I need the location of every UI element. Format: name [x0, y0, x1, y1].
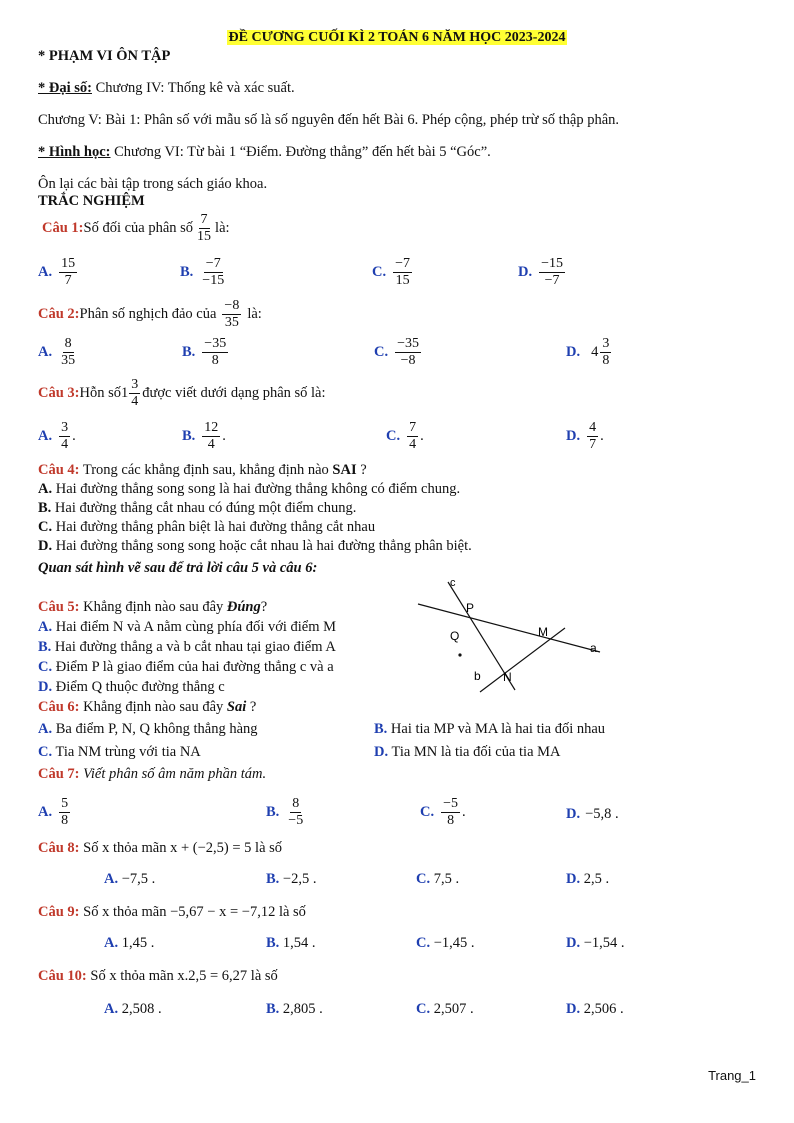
q1-option-b[interactable]: B. $\frac{-7}{-15}$: [180, 256, 225, 289]
q10-option-c[interactable]: C. 2,507 .: [416, 1001, 474, 1017]
question-3: Câu 3: Hỗn số 1 $\frac{3}{4}$ được viết dưới dạng phân số là:: [38, 377, 326, 410]
q5-option-c[interactable]: C. Điểm P là giao điểm của hai đường thẳng c và a: [38, 659, 334, 675]
algebra-text: Chương IV: Thống kê và xác suất.: [91, 80, 295, 96]
geometry-label: * Hình học:: [38, 144, 111, 160]
page-title: ĐỀ CƯƠNG CUỐI KÌ 2 TOÁN 6 NĂM HỌC 2023-2024: [228, 30, 566, 45]
q5-option-b[interactable]: B. Hai đường thẳng a và b cắt nhau tại giao điểm A: [38, 639, 336, 655]
question-4: Câu 4: Trong các khẳng định sau, khẳng định nào SAI ?: [38, 462, 367, 478]
line-b: [480, 628, 565, 692]
algebra-line: [38, 80, 295, 97]
q3-option-d[interactable]: D. $\frac{4}{7}$ .: [566, 420, 604, 453]
q2-option-b[interactable]: B. $\frac{-35}{8}$: [182, 336, 227, 369]
label-c: c: [450, 577, 456, 589]
q9-option-d[interactable]: D. −1,54 .: [566, 935, 625, 951]
label-q: Q: [450, 629, 460, 643]
mc-heading: TRẮC NGHIỆM: [38, 193, 145, 209]
q1-option-a[interactable]: A. $\frac{15}{7}$: [38, 256, 76, 289]
point-q: [458, 653, 461, 656]
q3-option-a[interactable]: A. $\frac{3}{4}$ .: [38, 420, 76, 453]
question-1: Câu 1: Số đối của phân số $\frac{7}{15}$ là:: [42, 212, 230, 245]
q5-option-a[interactable]: A. Hai điểm N và A nằm cùng phía đối với điểm M: [38, 619, 337, 635]
question-9: Câu 9: Số x thỏa mãn −5,67 − x = −7,12 là số: [38, 904, 306, 920]
question-text: Số đối của phân số: [83, 220, 194, 237]
label-n: N: [503, 670, 512, 684]
geometry-text: Chương VI: Từ bài 1 “Điểm. Đường thẳng” đến hết bài 5 “Góc”.: [110, 144, 491, 160]
question-10: Câu 10: Số x thỏa mãn x.2,5 = 6,27 là số: [38, 968, 278, 984]
q6-option-b[interactable]: B. Hai tia MP và MA là hai tia đối nhau: [374, 721, 606, 737]
q8-option-a[interactable]: A. −7,5 .: [104, 871, 156, 887]
q8-option-b[interactable]: B. −2,5 .: [266, 871, 317, 887]
algebra-label: * Đại số:: [38, 80, 92, 96]
q7-option-a[interactable]: A. $\frac{5}{8}$: [38, 796, 69, 829]
question-2: Câu 2: Phân số nghịch đảo của $\frac{-8}{35}$ là:: [38, 298, 262, 331]
chapter5-line: Chương V: Bài 1: Phân số với mẫu số là số nguyên đến hết Bài 6. Phép cộng, phép trừ số thập phân.: [38, 112, 620, 128]
question-label: Câu 1:: [42, 220, 84, 237]
q6-option-a[interactable]: A. Ba điểm P, N, Q không thẳng hàng: [38, 721, 258, 737]
label-m: M: [538, 625, 548, 639]
q3-option-c[interactable]: C. $\frac{7}{4}$ .: [386, 420, 424, 453]
q9-option-a[interactable]: A. 1,45 .: [104, 935, 155, 951]
q2-option-c[interactable]: C. $\frac{-35}{-8}$: [374, 336, 420, 369]
question-7: Câu 7: Viết phân số âm năm phần tám.: [38, 766, 267, 782]
scope-heading: * PHẠM VI ÔN TẬP: [38, 48, 171, 64]
page-number: Trang_1: [708, 1068, 756, 1083]
q6-option-d[interactable]: D. Tia MN là tia đối của tia MA: [374, 744, 561, 760]
q4-option-b[interactable]: B. Hai đường thẳng cắt nhau có đúng một điểm chung.: [38, 500, 357, 516]
review-line: Ôn lại các bài tập trong sách giáo khoa.: [38, 176, 268, 192]
question-8: Câu 8: Số x thỏa mãn x + (−2,5) = 5 là số: [38, 840, 283, 856]
q8-option-d[interactable]: D. 2,5 .: [566, 871, 610, 887]
q7-option-d[interactable]: D. −5,8 .: [566, 806, 619, 822]
q4-option-d[interactable]: D. Hai đường thẳng song song hoặc cắt nhau là hai đường thẳng phân biệt.: [38, 538, 472, 554]
q10-option-d[interactable]: D. 2,506 .: [566, 1001, 624, 1017]
geometry-line: [38, 144, 491, 161]
q6-option-c[interactable]: C. Tia NM trùng với tia NA: [38, 744, 201, 760]
fraction: $\frac{7}{15}$: [197, 212, 212, 245]
q4-option-c[interactable]: C. Hai đường thẳng phân biệt là hai đường thẳng cắt nhau: [38, 519, 376, 535]
label-a: a: [590, 641, 597, 655]
q2-option-a[interactable]: A. $\frac{8}{35}$: [38, 336, 76, 369]
q3-option-b[interactable]: B. $\frac{12}{4}$ .: [182, 420, 226, 453]
q9-option-b[interactable]: B. 1,54 .: [266, 935, 316, 951]
q8-option-c[interactable]: C. 7,5 .: [416, 871, 460, 887]
q10-option-b[interactable]: B. 2,805 .: [266, 1001, 323, 1017]
question-6: Câu 6: Khẳng định nào sau đây Sai ?: [38, 699, 257, 715]
q4-option-a[interactable]: A. Hai đường thẳng song song là hai đường thẳng không có điểm chung.: [38, 481, 461, 497]
q2-option-d[interactable]: D. 4 $\frac{3}{8}$: [566, 336, 610, 369]
label-p: P: [466, 601, 475, 615]
q7-option-b[interactable]: B. $\frac{8}{-5}$: [266, 796, 304, 829]
q5-option-d[interactable]: D. Điểm Q thuộc đường thẳng c: [38, 679, 225, 695]
q10-option-a[interactable]: A. 2,508 .: [104, 1001, 162, 1017]
observe-instruction: Quan sát hình vẽ sau để trả lời câu 5 và câu 6:: [38, 560, 318, 576]
q9-option-c[interactable]: C. −1,45 .: [416, 935, 475, 951]
q1-option-d[interactable]: D. $\frac{-15}{-7}$: [518, 256, 564, 289]
question-5: Câu 5: Khẳng định nào sau đây Đúng?: [38, 599, 268, 615]
q7-option-c[interactable]: C. $\frac{-5}{8}$ .: [420, 796, 466, 829]
line-a: [418, 604, 600, 652]
q1-option-c[interactable]: C. $\frac{-7}{15}$: [372, 256, 411, 289]
geometry-figure: [400, 574, 630, 694]
label-b: b: [474, 669, 481, 683]
